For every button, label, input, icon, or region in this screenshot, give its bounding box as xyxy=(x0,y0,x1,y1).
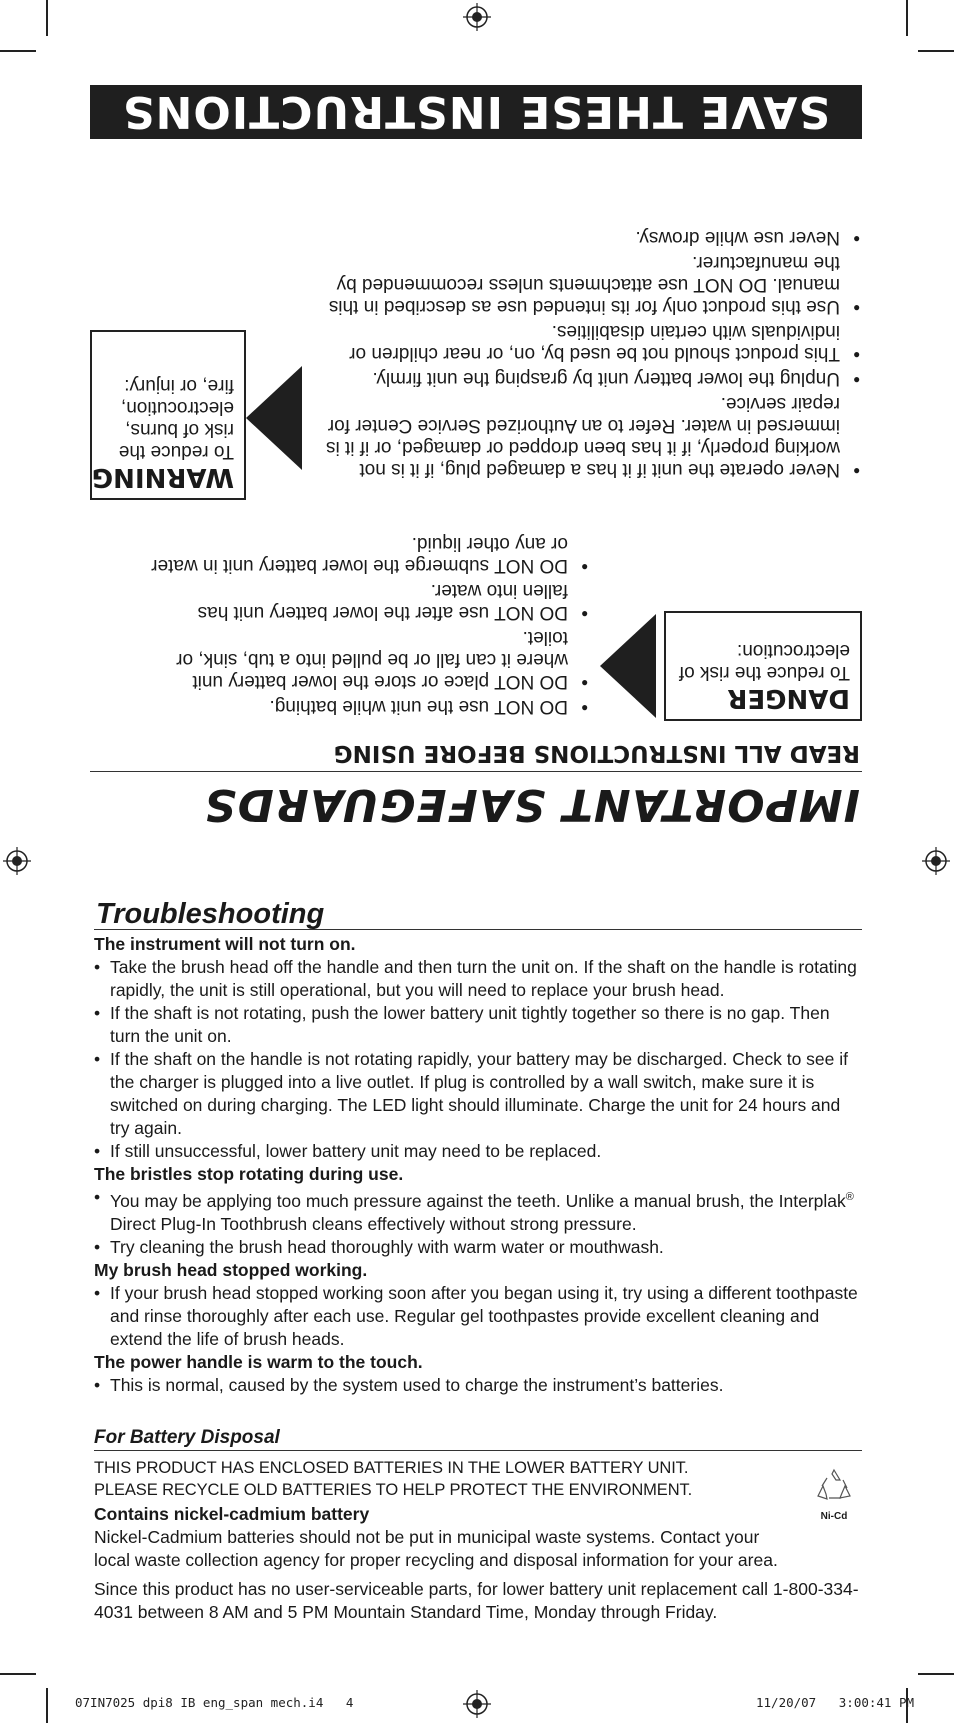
footer-slug-right: 11/20/07 3:00:41 PM xyxy=(756,1695,915,1710)
troubleshooting-content xyxy=(94,933,864,1397)
list-item: • Never use while drowsy. xyxy=(307,226,862,248)
crop-mark xyxy=(906,0,908,36)
list-item: • Never operate the unit if it has a damaged plug, if it is not working properly, if it has been dropped or damaged, or if it is immersed in water. Refer to an Authorized Service Center for repair service. xyxy=(307,392,862,480)
recycle-label: Ni-Cd xyxy=(820,1511,848,1522)
section-heading: My brush head stopped working. xyxy=(94,1259,368,1280)
warning-list xyxy=(307,223,862,480)
warning-box xyxy=(90,330,246,500)
troubleshooting-title: Troubleshooting xyxy=(96,898,325,930)
disposal-notice-line: PLEASE RECYCLE OLD BATTERIES TO HELP PROTECT THE ENVIRONMENT. xyxy=(94,1481,693,1499)
list-item: • Unplug the lower battery unit by grasping the unit firmly. xyxy=(307,367,862,389)
crop-mark xyxy=(0,1673,36,1675)
list-item: • If your brush head stopped working soon after you began using it, try using a different toothpaste and rinse thoroughly after each use. Regular gel toothpastes provide excellent cleaning and extend the life of brush heads. xyxy=(94,1282,864,1351)
list-item: • If the shaft on the handle is not rotating rapidly, your battery may be discharged. Check to see if the charger is plugged into a live outlet. If plug is controlled by a wall switch, make sure it is switched on during charging. The LED light should illuminate. Charge the unit for 24 hours and try again. xyxy=(94,1048,864,1140)
section-heading: The power handle is warm to the touch. xyxy=(94,1351,423,1372)
danger-heading: DANGER xyxy=(727,683,850,713)
list-item: • If still unsuccessful, lower battery unit may need to be replaced. xyxy=(94,1140,864,1163)
registration-mark-icon xyxy=(3,847,31,875)
save-instructions-banner: SAVE THESE INSTRUCTIONS xyxy=(90,85,862,139)
disposal-title: For Battery Disposal xyxy=(94,1427,280,1448)
important-safeguards-section xyxy=(90,85,862,830)
danger-text: To reduce the risk of electrocution: xyxy=(678,640,850,683)
crop-mark xyxy=(46,1688,48,1723)
safeguards-subtitle: READ ALL INSTRUCTIONS BEFORE USING xyxy=(333,740,860,766)
divider xyxy=(94,1450,862,1451)
service-text: Since this product has no user-serviceable parts, for lower battery unit replacement call 1-800-334-4031 between 8 AM and 5 PM Mountain Standard Time, Monday through Friday. xyxy=(94,1579,859,1622)
crop-mark xyxy=(0,50,36,52)
warning-heading: WARNING xyxy=(91,462,234,492)
list-item xyxy=(94,1186,864,1236)
warning-text: To reduce the risk of burns, electrocution, fire, or injury: xyxy=(118,375,234,462)
list-item: • If the shaft is not rotating, push the lower battery unit tightly together so there is no gap. Then turn the unit on. xyxy=(94,1002,864,1048)
registration-mark-icon xyxy=(922,847,950,875)
list-item: • DO NOT use after the lower battery unit has fallen into water. xyxy=(150,579,590,623)
recycle-symbol xyxy=(812,1466,856,1522)
danger-box xyxy=(664,611,862,721)
crop-mark xyxy=(46,0,48,36)
list-item: • Take the brush head off the handle and then turn the unit on. If the shaft on the handle is rotating rapidly, the unit is still operational, but you will need to replace your brush head. xyxy=(94,956,864,1002)
recycle-icon xyxy=(813,1466,855,1506)
section-heading: The bristles stop rotating during use. xyxy=(94,1164,404,1184)
divider xyxy=(94,929,862,930)
section-heading: The instrument will not turn on. xyxy=(94,934,356,954)
registration-mark-icon xyxy=(463,1690,491,1718)
registration-mark-icon xyxy=(463,3,491,31)
crop-mark xyxy=(918,50,954,52)
warning-arrow-icon xyxy=(246,366,302,470)
list-item-text: Direct Plug-In Toothbrush cleans effectively without strong pressure. xyxy=(110,1213,637,1234)
list-item-text: You may be applying too much pressure against the teeth. Unlike a manual brush, the Interplak xyxy=(110,1190,846,1211)
disposal-notice-line: THIS PRODUCT HAS ENCLOSED BATTERIES IN THE LOWER BATTERY UNIT. xyxy=(94,1459,689,1477)
list-item: • DO NOT place or store the lower battery unit where it can fall or be pulled into a tub, sink, or toilet. xyxy=(150,626,590,692)
footer-slug-left: 07IN7025 dpi8 IB eng_span mech.i4 4 xyxy=(75,1695,354,1710)
list-item: • Try cleaning the brush head thoroughly with warm water or mouthwash. xyxy=(94,1236,864,1259)
disposal-text: Nickel-Cadmium batteries should not be put in municipal waste systems. Contact your local waste collection agency for proper recycling and disposal information for your area. xyxy=(94,1527,778,1570)
safeguards-title: IMPORTANT SAFEGUARDS xyxy=(203,779,860,830)
list-item: • DO NOT submerge the lower battery unit in water or any other liquid. xyxy=(150,532,590,576)
divider xyxy=(90,771,862,772)
battery-disposal-section xyxy=(94,1427,862,1624)
danger-list xyxy=(150,529,590,717)
list-item: • DO NOT use the unit while bathing. xyxy=(150,695,590,717)
crop-mark xyxy=(918,1673,954,1675)
list-item: • This product should not be used by, on, or near children or individuals with certain disabilities. xyxy=(307,320,862,364)
registered-mark: ® xyxy=(845,1191,854,1203)
danger-arrow-icon xyxy=(600,614,656,718)
list-item: • Use this product only for its intended use as described in this manual. DO NOT use attachments unless recommended by the manufacturer. xyxy=(307,251,862,317)
list-item: • This is normal, caused by the system used to charge the instrument’s batteries. xyxy=(94,1374,864,1397)
section-heading: Contains nickel-cadmium battery xyxy=(94,1504,370,1524)
